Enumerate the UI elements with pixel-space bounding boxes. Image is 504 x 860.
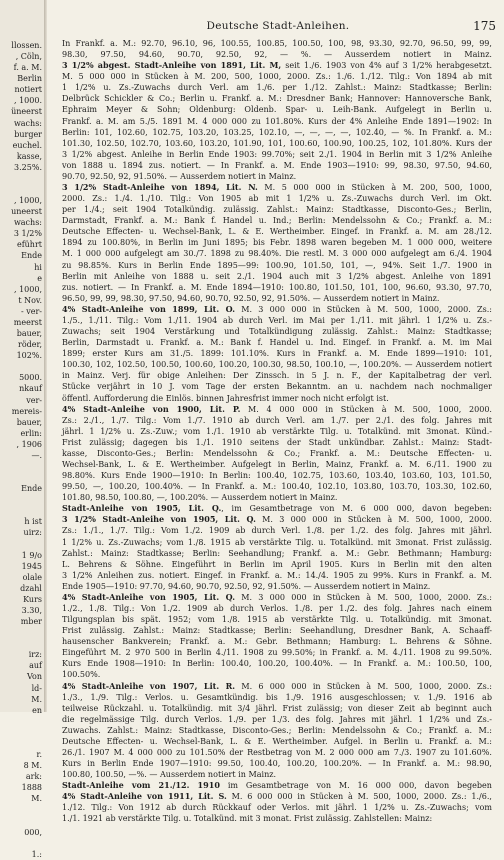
adjacent-page-line: [0, 173, 44, 184]
adjacent-page-line: h ist: [24, 517, 42, 527]
adjacent-page-line: [0, 627, 44, 638]
adjacent-page-line: [0, 184, 44, 195]
adjacent-page-line: uneerst: [11, 207, 42, 217]
text-line: per 1./4.; seit 1904 Totalkündig. zulässig. Zahlst.: Mainz: Stadtkasse, Disconto-Ges.; Berlin,: [62, 205, 492, 215]
adjacent-page-line: - ver-: [20, 306, 42, 316]
adjacent-page-line: 1945: [21, 561, 42, 571]
bond-heading-line: Stadt-Anleihe vom 21./12. 1910 im Gesamtbetrage von M. 16 000 000, davon begeben: [62, 780, 492, 791]
text-line: 98.80%. Kurs Ende 1900—1910: In Berlin: 100.40, 102.75, 103.60, 103.40, 103.60, 103, 101.50,: [62, 471, 492, 481]
adjacent-page-line: mber: [20, 617, 42, 627]
adjacent-page-line: 1888: [21, 783, 42, 793]
text-line: öffentl. Aufforderung die Einlös. binnen Jahresfrist immer noch nicht erfolgt ist.: [62, 393, 389, 403]
text-line: Frist zulässig; dagegen bis 1./1. 1910 seitens der Stadt unkündbar. Zahlst.: Mainz: Stadt-: [62, 437, 492, 447]
adjacent-page-line: üneerst: [11, 107, 42, 117]
adjacent-page-line: bauer,: [16, 329, 42, 339]
text-line: Ephraim Meyer & Sohn; Oldenburg: Oldenb. Spar- u. Leih-Bank. Aufgelegt in Berlin u.: [62, 105, 492, 115]
adjacent-page-line: [0, 838, 44, 849]
text-line: Zs.: 1./1., 1./7. Tilg.: Vom 1./2. 1909 ab durch Verl. 1./8. per 1./2. des folg. Jahres mit jährl.: [62, 526, 492, 536]
adjacent-page-line: —.: [31, 450, 42, 460]
text-line: Tilgungsplan bis spät. 1952; vom 1./8. 1915 ab verstärkte Tilg. u. Totalkündig. mit 3monat.: [62, 615, 492, 625]
text-line: 2000. Zs.: 1./4. 1./10. Tilg.: Von 1905 ab mit 1 1/2% u. Zs.-Zuwachs durch Verl. im Okt.: [62, 194, 492, 204]
adjacent-page-line: M.: [31, 794, 42, 804]
adjacent-page-line: [0, 461, 44, 472]
adjacent-page-line: 102%.: [16, 351, 42, 361]
adjacent-page-line: erlin:: [20, 428, 42, 438]
adjacent-page-line: f. a. M.: [13, 63, 42, 73]
text-line: 26./1. 1907 M. 4 000 000 zu 101.50% der Restbetrag von M. 2 000 000 am 7./3. 1907 zu 101.60%.: [62, 748, 492, 757]
bond-heading-line: 4% Stadt-Anleihe von 1905, Lit. Q. M. 3 000 000 in Stücken à M. 500, 1000, 2000. Zs.:: [62, 591, 492, 602]
adjacent-page-line: Ende: [21, 484, 42, 494]
adjacent-page-line: irz:: [28, 650, 42, 660]
text-line: 96.50, 99, 99, 98.30, 97.50, 94.60, 90.70, 92.50, 92, 91.50%. — Ausserdem notiert in Mainz.: [62, 293, 440, 303]
adjacent-page-line: [0, 472, 44, 483]
adjacent-page-line: ark:: [25, 772, 42, 782]
text-line: 90.70, 92.50, 92, 91.50%. — Ausserdem notiert in Mainz.: [62, 171, 297, 181]
text-line: zu 98.85%. Kurs in Berlin Ende 1895—99: 100.90, 101.50, 101, —, 94%. Seit 1./7. 1900 in: [62, 260, 492, 270]
text-line: 1./3., 1./9. Tilg.: Verlos. u. Gesamtkündig. bis 1./9. 1916 ausgeschlossen; v. 1./9. 1916 ab: [62, 692, 492, 702]
text-line: Stücke verjährt in 10 J. vom Tage der ersten Bekanntm. an u. nachdem nach nochmaliger: [62, 382, 492, 392]
adjacent-page-line: [0, 638, 44, 649]
adjacent-page-line: , 1000,: [14, 196, 42, 206]
adjacent-page-fragment: [0, 0, 44, 859]
adjacent-page-line: hi: [34, 262, 42, 272]
text-line: Darmstadt, Frankf. a. M.: Bank f. Handel u. Ind.; Berlin: Mendelssohn & Co.; Frankf. a. M.:: [62, 216, 492, 226]
text-line: kasse, Disconto-Ges.; Berlin: Mendelssohn & Co.; Frankf. a. M.: Deutsche Effecten- u.: [62, 448, 492, 458]
adjacent-page-line: [0, 539, 44, 550]
adjacent-page-line: 3.30,: [21, 605, 42, 615]
page-number: 175: [473, 19, 496, 33]
adjacent-page-line: eführt: [16, 240, 42, 250]
text-line: Kurs in Berlin Ende 1907—1910: 99.50, 100.40, 100.20, 100.20%. — In Frankf. a. M.: 98.90,: [62, 759, 492, 769]
text-line: jährl. 1 1/2% u. Zs.-Zuw.; vom 1./1. 1910 ab verstärkte Tilg. u. Totalkünd. mit 3monat. Künd.-: [62, 426, 492, 436]
adjacent-page-line: Von: [26, 672, 42, 682]
adjacent-page-line: wachs:: [13, 218, 42, 228]
page-body: [62, 38, 492, 825]
text-line: Deutsche Effecten- u. Wechsel-Bank, L. & E. Wertheimber. Eingef. in Frankf. a. M. am 28./12.: [62, 227, 492, 237]
adjacent-page-line: [0, 716, 44, 727]
adjacent-page-line: 3.25%.: [14, 162, 42, 172]
adjacent-page-line: olale: [22, 572, 42, 582]
adjacent-page-line: [0, 738, 44, 749]
text-line: Zuwachs; seit 1904 Verstärkung und Totalkündigung zulässig. Zahlst.: Mainz: Stadtkasse;: [62, 327, 492, 337]
adjacent-page-line: , 1000.: [14, 96, 42, 106]
bond-heading-line: 4% Stadt-Anleihe von 1911, Lit. S. M. 6 000 000 in Stücken à M. 500, 1000, 2000. Zs.: 1./6.,: [62, 791, 492, 802]
adjacent-page-line: llossen.: [11, 41, 42, 50]
text-line: Ende 1905—1910: 97.70, 94.60, 90.70, 92.50, 92, 91.50%. — Ausserdem notiert in Mainz.: [62, 581, 431, 591]
adjacent-page-line: , Cöln,: [15, 52, 42, 62]
text-line: Berlin mit Anleihe von 1888 u. seit 2./1. 1904 auch mit 3 1/2% abgest. Anleihe von 1891: [62, 271, 492, 281]
text-line: teilweise Rückzahl. u. Totalkündig. mit 3/4 jährl. Frist zulässig; von dieser Zeit ab beginnt auch: [62, 703, 492, 713]
bond-heading-line: 3 1/2% Stadt-Anleihe von 1894, Lit. N. M. 5 000 000 in Stücken à M. 200, 500, 1000,: [62, 182, 493, 193]
adjacent-page-line: uirz:: [23, 528, 42, 538]
adjacent-page-line: bauer,: [16, 417, 42, 427]
text-line: Zs.: 2./1., 1./7. Tilg.: Vom 1./7. 1910 ab durch Verl. am 1./7. per 2./1. des folg. Jahres mit: [62, 415, 492, 425]
adjacent-page-line: [0, 727, 44, 738]
page-fold-shadow: [44, 0, 47, 712]
bond-heading-line: 3 1/2% Stadt-Anleihe von 1905, Lit. Q. M. 3 000 000 in Stücken à M. 500, 1000, 2000.: [62, 514, 492, 525]
adjacent-page-line: 3 1/2%: [13, 229, 42, 239]
text-line: 1 1/2% u. Zs.-Zuwachs durch Verl. am 1./6. per 1./12. Zahlst.: Mainz: Stadtkasse; Berlin:: [62, 83, 492, 93]
text-line: 1./12. Tilg.: Von 1912 ab durch Rückkauf oder Verlos. mit jährl. 1 1/2% u. Zs.-Zuwachs; vom: [62, 803, 492, 813]
text-line: Kurs Ende 1908—1910: In Berlin: 100.40, 100.20, 100.40%. — In Frankf. a. M.: 100.50, 100,: [62, 659, 492, 669]
page-header: [60, 20, 496, 34]
bond-heading-line: 4% Stadt-Anleihe von 1900, Lit. P. M. 4 000 000 in Stücken à M. 500, 1000, 2000.: [62, 403, 492, 414]
text-line: M. 1 000 000 aufgelegt am 30./7. 1898 zu 98.40%. Die restl. M. 3 000 000 aufgelegt am 6./4. 1904: [62, 249, 492, 259]
text-line: 101.30, 102.50, 102.70, 103.60, 103.20, 101.90, 101, 100.60, 100.90, 100.25, 102, 101.80%. Kurs der: [62, 138, 492, 148]
text-line: in Mainz. Verj. für obige Anleihen: Der Zinssch. in 5 J. n. F., der Kapitalbetrag der verl.: [62, 371, 492, 381]
adjacent-page-line: mereis-: [11, 406, 42, 416]
text-line: 1 1/2% u. Zs.-Zuwachs; vom 1./8. 1915 ab verstärkte Tilg. u. Totalkünd. mit 3monat. Frist zulässig.: [62, 537, 492, 547]
text-line: 99.50, —, 100.20, 100.40%. — In Frankf. a. M.: 100.40, 102.10, 103.80, 103.70, 103.30, 102.60,: [62, 482, 492, 492]
adjacent-page-line: Kurs: [23, 594, 42, 604]
adjacent-page-line: [0, 494, 44, 505]
adjacent-page-line: dzahl: [20, 583, 42, 593]
adjacent-page-line: , 1906: [16, 439, 42, 449]
adjacent-page-line: 000,: [24, 827, 42, 837]
text-line: Delbrück Schickler & Co.; Berlin u. Frankf. a. M.: Dresdner Bank; Hannover: Hannoversche Bank,: [62, 94, 492, 104]
text-line: 1./2., 1./8. Tilg.: Von 1./2. 1909 ab durch Verlos. 1./8. per 1./2. des folg. Jahres nach einem: [62, 603, 492, 613]
text-line: M. 5 000 000 in Stücken à M. 200, 500, 1000, 2000. Zs.: 1./6. 1./12. Tilg.: Von 1894 ab mit: [62, 72, 492, 82]
adjacent-page-line: e: [37, 273, 42, 283]
text-line: 1./1. 1921 ab verstärkte Tilg. u. Totalkünd. mit 3 monat. Frist zulässig. Zahlstellen: Mainz:: [62, 814, 433, 824]
text-line: zus. notiert. — In Frankf. a. M. Ende 1894—1910: 100.80, 101.50, 101, 100, 96.60, 93.30, 97.70,: [62, 282, 492, 292]
adjacent-page-line: euchel.: [12, 140, 42, 150]
text-line: 3 1/2% abgest. Anleihe in Berlin Ende 1903: 99.70%; seit 2./1. 1904 in Berlin mit 3 1/2% Anleihe: [62, 149, 492, 159]
bond-heading-line: 4% Stadt-Anleihe von 1907, Lit. R. M. 6 000 000 in Stücken à M. 500, 1000, 2000. Zs.:: [62, 680, 492, 691]
text-line: von 1888 u. 1894 zus. notiert. — In Frankf. a. M. Ende 1903—1910: 99, 98.30, 97.50, 94.60,: [62, 160, 492, 170]
adjacent-page-line: [0, 361, 44, 372]
adjacent-page-line: 8 M.: [23, 761, 42, 771]
text-line: 1899; erster Kurs am 31./5. 1899: 101.10%. Kurs in Frankf. a. M. Ende 1899—1910: 101,: [62, 349, 492, 359]
text-line: Zahlst.: Mainz: Stadtkasse; Berlin: Seehandlung; Frankf. a. M.: Gebr. Bethmann; Hamburg:: [62, 548, 492, 558]
text-line: Wechsel-Bank, L. & E. Wertheimber. Aufgelegt in Berlin, Mainz, Frankf. a. M. 6./11. 1900 zu: [62, 459, 492, 469]
text-line: Frist zulässig. Zahlst.: Mainz: Stadtkasse; Berlin: Seehandlung, Dresdner Bank, A. Schaaff-: [62, 626, 492, 636]
text-line: 100.30, 102, 102.50, 100.50, 100.60, 100.20, 100.30, 98.50, 100.10, —, 100.20%. — Ausserdem notiert: [62, 360, 492, 370]
adjacent-page-line: M.: [31, 694, 42, 704]
adjacent-page-line: 1 9/o: [21, 550, 42, 560]
text-line: hausenscher Bankverein; Frankf. a. M.: Gebr. Bethmann; Hamburg: L. Behrens & Söhne.: [62, 637, 492, 647]
text-line: Eingeführt M. 2 970 500 in Berlin 4./11. 1908 zu 99.50%; in Frankf. a. M. 4./11. 1908 zu 99.50%.: [62, 648, 492, 658]
adjacent-page-line: t Nov.: [18, 295, 42, 305]
text-line: Zuwachs. Zahlst.: Mainz: Stadtkasse, Disconto-Ges.; Berlin: Mendelssohn & Co.; Frankf. a. M.:: [62, 725, 492, 735]
adjacent-page-line: nkauf: [19, 384, 42, 394]
text-line: 101.80, 98.50, 100.80, —, 100.20%. — Ausserdem notiert in Mainz.: [62, 493, 338, 503]
bond-heading-line: Stadt-Anleihe von 1905, Lit. Q., im Gesamtbetrage von M. 6 000 000, davon begeben:: [62, 503, 492, 514]
text-line: 1894 zu 100.80%, in Berlin im Juni 1895; bis Febr. 1898 waren begeben M. 1 000 000, weitere: [62, 238, 492, 248]
text-line: 98.30, 97.50, 94.60, 90.70, 92.50, 92, — %. — Ausserdem notiert in Mainz.: [62, 50, 492, 60]
adjacent-page-text: [0, 40, 44, 860]
adjacent-page-line: kasse,: [16, 151, 42, 161]
adjacent-page-line: 5000.: [19, 373, 42, 383]
adjacent-page-line: ver-: [26, 395, 42, 405]
text-line: 3 1/2% Anleihen zus. notiert. Eingef. in Frankf. a. M.: 14./4. 1905 zu 99%. Kurs in Frankf. a. M.: [62, 570, 492, 580]
text-line: Frankf. a. M. am 5./5. 1891 M. 4 000 000 zu 101.80%. Kurs der 4% Anleihe Ende 1891—1902: In: [62, 116, 492, 126]
adjacent-page-line: r.: [36, 750, 42, 759]
adjacent-page-line: Berlin: [17, 74, 42, 84]
adjacent-page-line: auf: [29, 661, 42, 671]
adjacent-page-line: meerst: [13, 317, 42, 327]
text-line: In Frankf. a. M.: 92.70, 96.10, 96, 100.55, 100.85, 100.50, 100, 98, 93.30, 92.70, 96.50, 99, 99,: [62, 39, 492, 48]
adjacent-page-line: [0, 505, 44, 516]
text-line: L. Behrens & Söhne. Eingeführt in Berlin im April 1905. Kurs in Berlin mit den alten: [62, 559, 492, 569]
adjacent-page-line: burger: [14, 129, 42, 139]
text-line: die regelmässige Tilg. durch Verlos. 1./9. per 1./3. des folg. Jahres mit jährl. 1 1/2% und Zs.-: [62, 714, 492, 724]
bond-heading-line: 3 1/2% abgest. Stadt-Anleihe von 1891, Lit. M, seit 1./6. 1903 von 4% auf 3 1/2% herabgesetzt.: [62, 60, 493, 71]
running-title: Deutsche Stadt-Anleihen.: [206, 20, 350, 32]
adjacent-page-line: wachs:: [13, 118, 42, 128]
text-line: 100.80, 100.50, —%. — Ausserdem notiert in Mainz.: [62, 770, 277, 780]
text-line: 100.50%.: [62, 670, 101, 680]
text-line: Berlin: 101, 102.60, 102.75, 103.20, 103.25, 102.10, —, —, —, —, 102.40, — %. In Frankf. a. M.:: [62, 127, 492, 137]
text-line: Berlin, Darmstadt u. Frankf. a. M.: Bank f. Handel u. Ind. Eingef. in Frankf. a. M. im Mai: [62, 338, 492, 348]
adjacent-page-line: Ende: [21, 251, 42, 261]
adjacent-page-line: röder,: [18, 340, 42, 350]
adjacent-page-line: [0, 815, 44, 826]
adjacent-page-line: ld-: [31, 683, 42, 693]
bond-heading-line: 4% Stadt-Anleihe von 1899, Lit. O. M. 3 000 000 in Stücken à M. 500, 1000, 2000. Zs.:: [62, 303, 493, 314]
text-line: 1./5., 1./11. Tilg.: Vom 1./11. 1904 ab durch Verl. im Mai per 1./11. mit jährl. 1 1/2% u. Zs.-: [62, 315, 492, 325]
adjacent-page-line: notiert: [14, 85, 42, 95]
adjacent-page-line: , 1000,: [14, 284, 42, 294]
adjacent-page-line: 1.:: [31, 849, 42, 859]
adjacent-page-line: [0, 804, 44, 815]
text-line: Deutsche Effecten- u. Wechsel-Bank, L. & E. Wertheimber. Aufgel. in Berlin u. Frankf. a. M.:: [62, 736, 492, 746]
adjacent-page-line: en: [32, 705, 42, 715]
